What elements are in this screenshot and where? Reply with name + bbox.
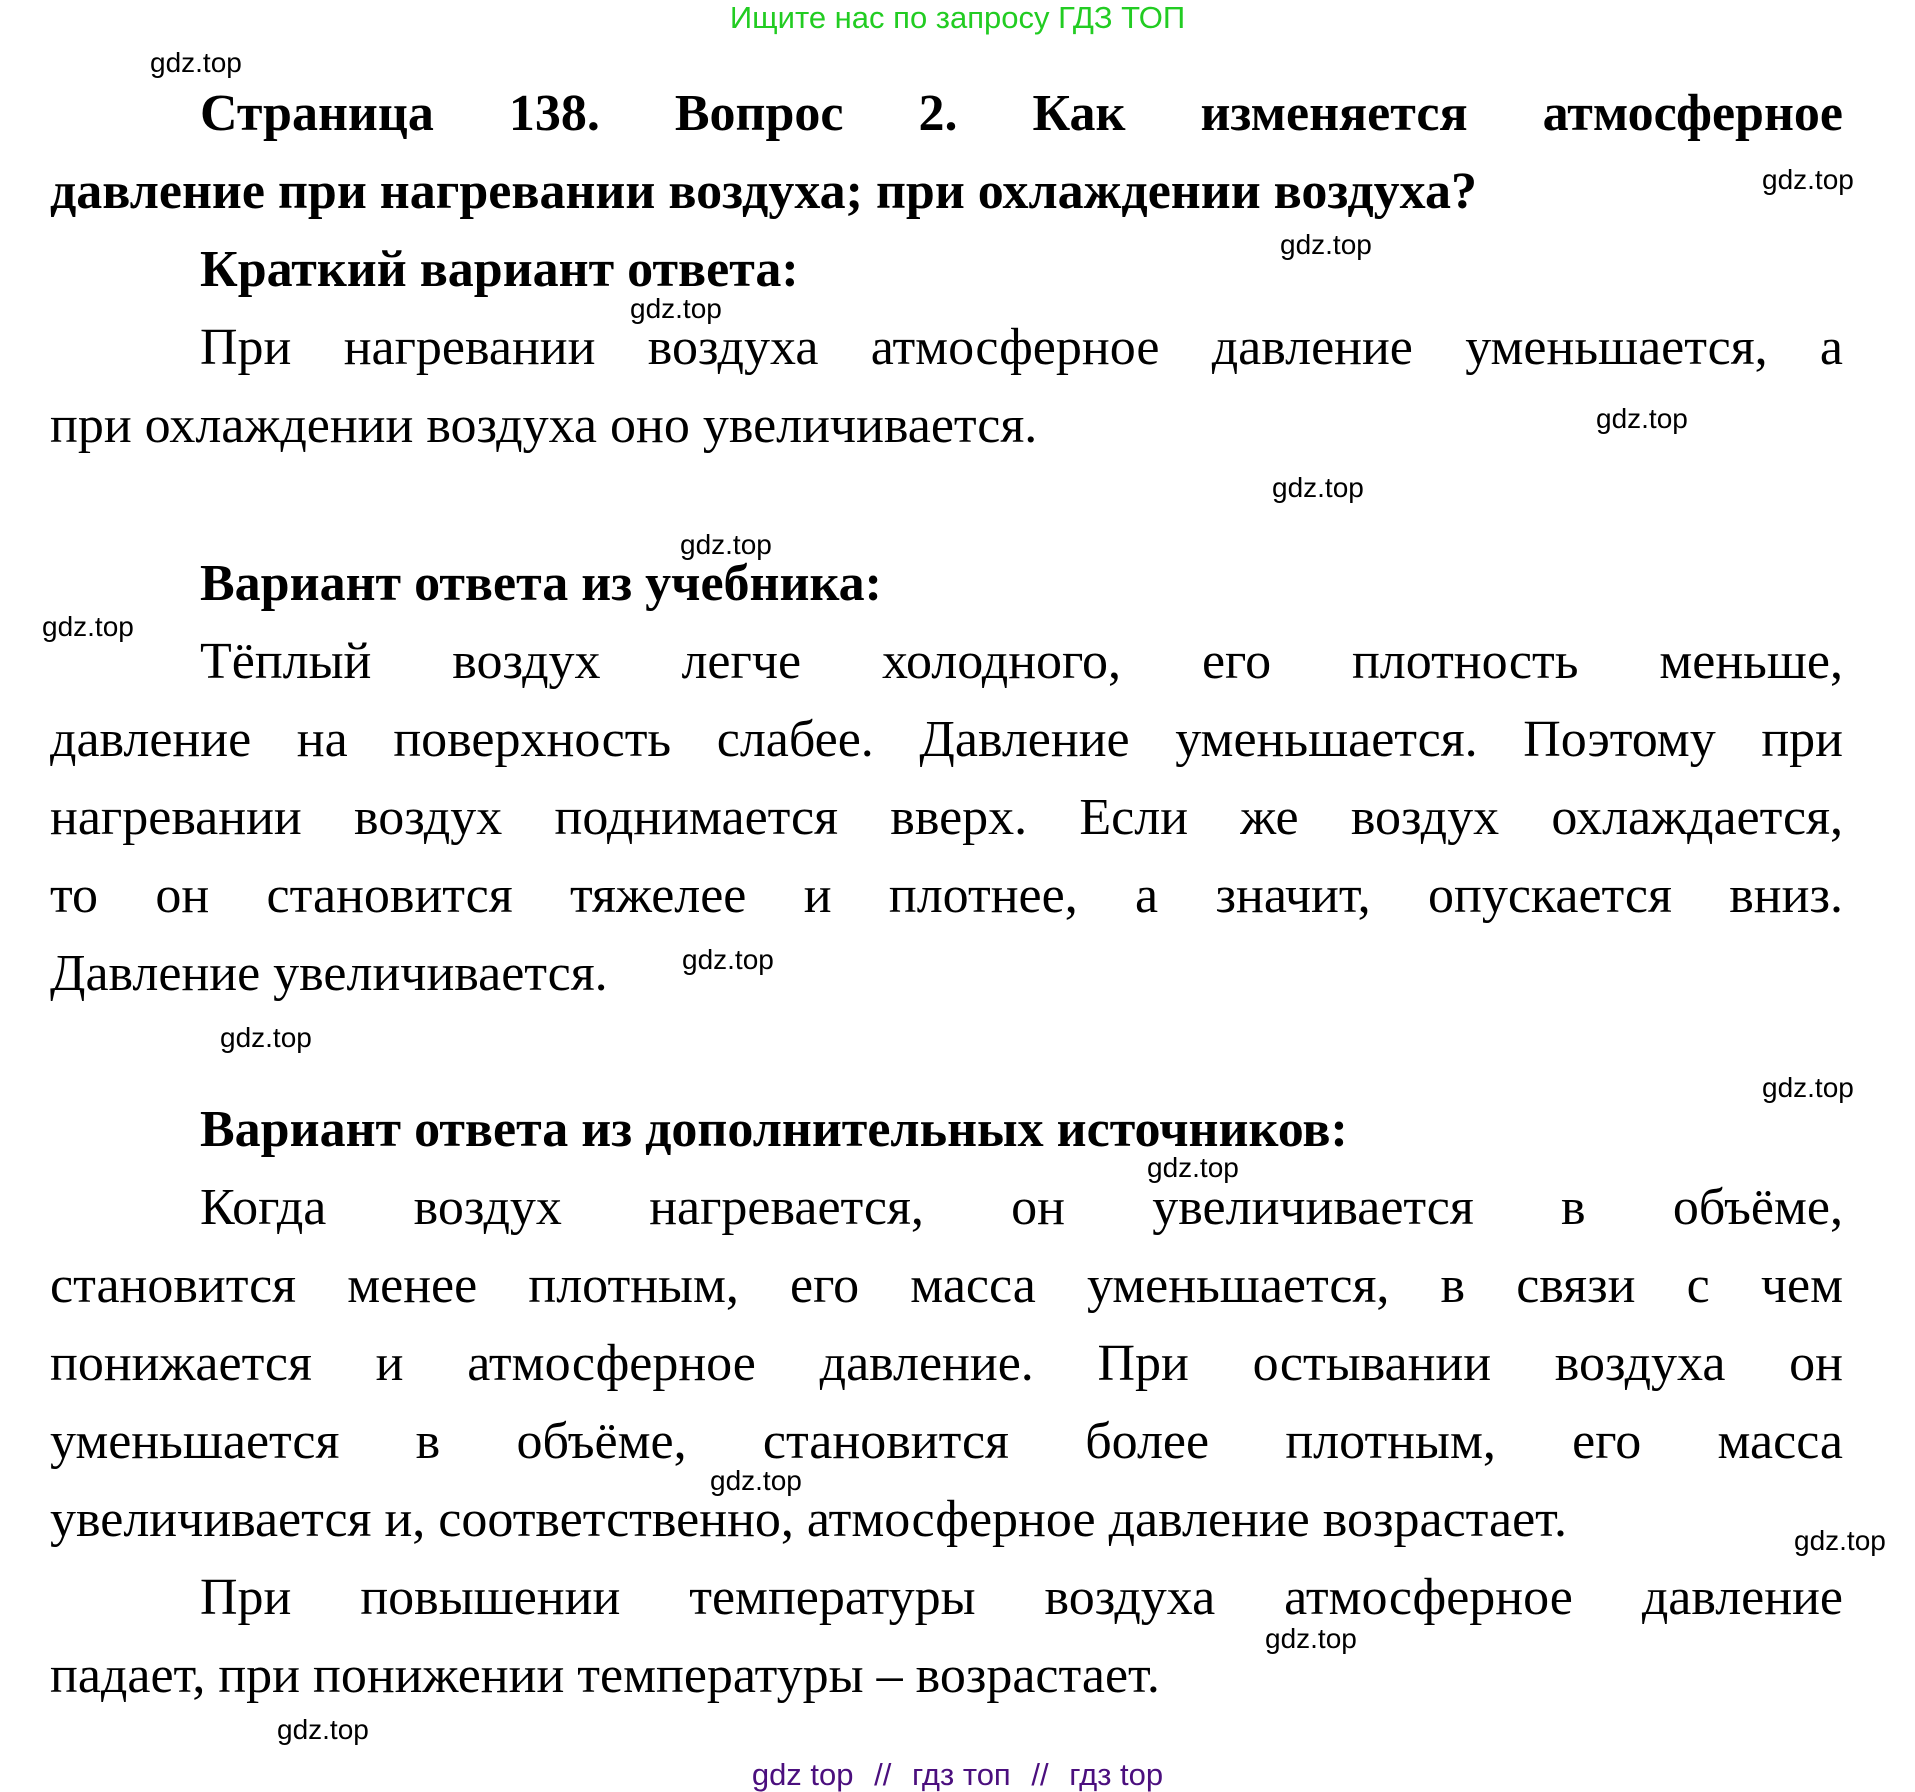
watermark: gdz.top [1280,229,1372,260]
paragraph-line: становится менее плотным, его масса уменьшается, в связи с чем [50,1257,1843,1314]
watermark: gdz.top [1147,1152,1239,1183]
paragraph-line: Когда воздух нагревается, он увеличивается в объёме, [200,1179,1843,1236]
watermark: gdz.top [710,1465,802,1496]
paragraph-line: падает, при понижении температуры – возрастает. [50,1647,1160,1704]
paragraph-line: Тёплый воздух легче холодного, его плотность меньше, [200,633,1843,690]
paragraph-line: то он становится тяжелее и плотнее, а значит, опускается вниз. [50,867,1843,924]
watermark: gdz.top [1265,1623,1357,1654]
watermark: gdz.top [630,293,722,324]
watermark: gdz.top [220,1022,312,1053]
watermark: gdz.top [1762,164,1854,195]
watermark: gdz.top [1794,1525,1886,1556]
paragraph-line: уменьшается в объёме, становится более плотным, его масса [50,1413,1843,1470]
question-heading-line2: давление при нагревании воздуха; при охлаждении воздуха? [50,163,1477,220]
paragraph-line: Давление увеличивается. [50,945,608,1002]
paragraph-line: При нагревании воздуха атмосферное давление уменьшается, а [200,319,1843,376]
watermark: gdz.top [1272,472,1364,503]
footer-link-gdz-top[interactable]: gdz top [751,1757,854,1792]
paragraph-line: давление на поверхность слабее. Давление уменьшается. Поэтому при [50,711,1843,768]
paragraph-line: при охлаждении воздуха оно увеличивается. [50,397,1038,454]
paragraph-line: увеличивается и, соответственно, атмосферное давление возрастает. [50,1491,1567,1548]
section-title-short: Краткий вариант ответа: [200,241,799,298]
watermark: gdz.top [42,611,134,642]
watermark: gdz.top [682,944,774,975]
question-heading-line1: Страница 138. Вопрос 2. Как изменяется атмосферное [200,85,1843,142]
watermark: gdz.top [1762,1072,1854,1103]
search-banner: Ищите нас по запросу ГДЗ ТОП [729,0,1186,35]
watermark: gdz.top [680,529,772,560]
section-title-textbook: Вариант ответа из учебника: [200,555,882,612]
footer-link-gdz-top-ru[interactable]: гдз топ [912,1757,1011,1792]
paragraph-line: нагревании воздух поднимается вверх. Если же воздух охлаждается, [50,789,1843,846]
footer-link-gdz-top-mixed[interactable]: гдз top [1069,1757,1164,1792]
watermark: gdz.top [150,47,242,78]
watermark: gdz.top [277,1714,369,1745]
paragraph-line: При повышении температуры воздуха атмосферное давление [200,1569,1843,1626]
footer-links [0,1757,1915,1792]
section-title-additional: Вариант ответа из дополнительных источников: [200,1101,1348,1158]
watermark: gdz.top [1596,403,1688,434]
footer-separator: // [874,1757,892,1792]
paragraph-line: понижается и атмосферное давление. При остывании воздуха он [50,1335,1843,1392]
footer-separator: // [1031,1757,1049,1792]
